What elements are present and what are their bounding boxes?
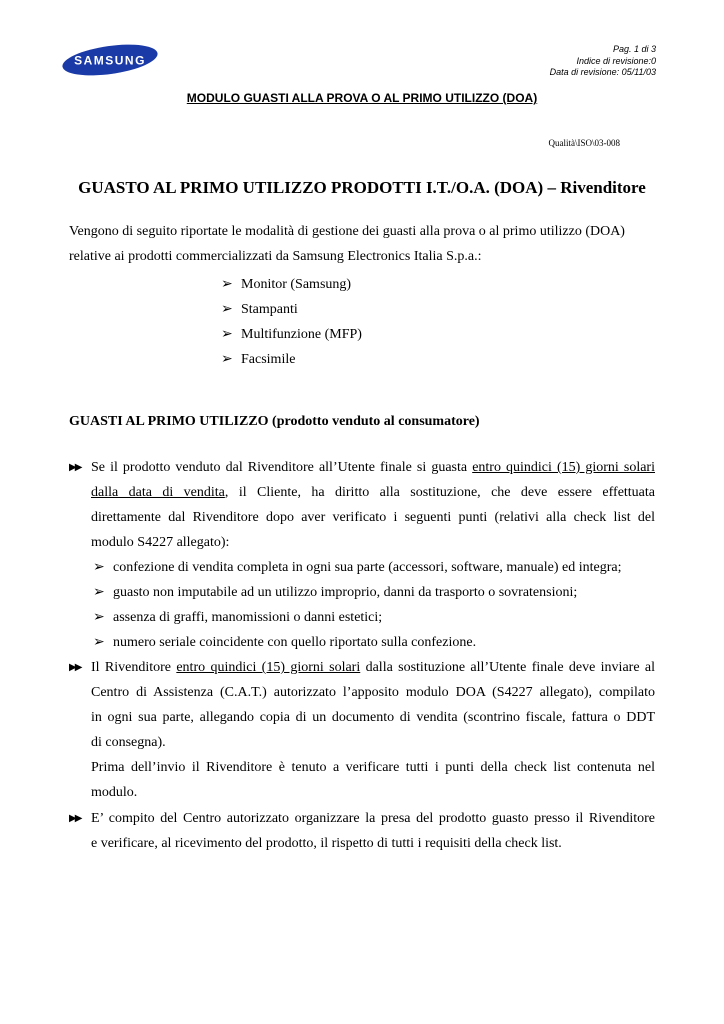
arrow-bullet-icon: ➢ [93,635,105,650]
page-title: GUASTO AL PRIMO UTILIZZO PRODOTTI I.T./O.A. (DOA) – Rivenditore [78,178,646,197]
arrow-bullet-icon: ➢ [93,585,105,600]
page-number: Pag. 1 di 3 [612,44,656,54]
list-item: ➢ Multifunzione (MFP) [221,322,362,347]
section-title: GUASTI AL PRIMO UTILIZZO (prodotto venduto al consumatore) [69,414,480,429]
double-arrow-bullet-icon: ▶▶ [69,813,81,824]
list-item: ➢ assenza di graffi, manomissioni o danni estetici; [93,605,655,630]
list-item: ➢ confezione di vendita completa in ogni sua parte (accessori, software, manuale) ed integra; [93,555,655,580]
arrow-bullet-icon: ➢ [221,327,233,342]
intro-line-1: Vengono di seguito riportate le modalità di gestione dei guasti alla prova o al primo utilizzo (DOA) [69,224,625,239]
revision-date: Data di revisione: 05/11/03 [549,67,656,77]
page-meta [550,44,656,79]
samsung-logo [61,44,159,76]
arrow-bullet-icon: ➢ [93,610,105,625]
intro-line-2: relative ai prodotti commercializzati da Samsung Electronics Italia S.p.a.: [69,249,482,264]
list-item: ➢ Stampanti [221,297,362,322]
product-list [221,272,362,372]
list-item: ➢ Facsimile [221,347,362,372]
intro-paragraph [69,219,655,269]
list-item: ➢ Monitor (Samsung) [221,272,362,297]
samsung-logo-text: SAMSUNG [74,53,146,68]
arrow-bullet-icon: ➢ [221,277,233,292]
arrow-bullet-icon: ➢ [221,352,233,367]
bullet-paragraph-3: ▶▶ E’ compito del Centro autorizzato organizzare la presa del prodotto guasto presso il Rivenditore e verificare, al ricevimento del prodotto, il rispetto di tutti i requisiti della check list. [69,806,655,856]
module-title: MODULO GUASTI ALLA PROVA O AL PRIMO UTILIZZO (DOA) [186,91,538,105]
document-reference: Qualità\ISO\03-008 [548,138,620,148]
arrow-bullet-icon: ➢ [221,302,233,317]
checklist [93,555,655,655]
list-item: ➢ numero seriale coincidente con quello riportato sulla confezione. [93,630,655,655]
double-arrow-bullet-icon: ▶▶ [69,462,81,473]
revision-index: Indice di revisione:0 [576,55,656,66]
list-item: ➢ guasto non imputabile ad un utilizzo improprio, danni da trasporto o sovratensioni; [93,580,655,605]
double-arrow-bullet-icon: ▶▶ [69,662,81,673]
bullet-paragraph-2: ▶▶ Il Rivenditore entro quindici (15) giorni solari dalla sostituzione all’Utente finale deve inviare al Centro di Assistenza (C.A.T.) autorizzato l’apposito modulo DOA (S4227 allegato), compilato in ogni sua parte, allegando copia di un documento di vendita (scontrino fiscale, fattura o DDT di consegna). Prima dell’invio il Rivenditore è tenuto a verificare tutti i punti della check list contenuta nel modulo. [69,655,655,805]
arrow-bullet-icon: ➢ [93,560,105,575]
bullet-paragraph-1: ▶▶ Se il prodotto venduto dal Rivenditore all’Utente finale si guasta entro quindici (15) giorni solari dalla data di vendita, il Cliente, ha diritto alla sostituzione, che deve essere effettuata direttamente dal Rivenditore dopo aver verificato i seguenti punti (relativi alla check list del modulo S4227 allegato): ➢ confezione di vendita completa in ogni sua parte (accessori, software, manuale) ed integra; ➢ guasto non imputabile ad un utilizzo improprio, danni da trasporto o sovratensioni; ➢ assenza di graffi, manomissioni o danni estetici; ➢ numero seriale coincidente con quello riportato sulla confezione. [69,455,655,655]
module-title-row [0,89,724,107]
